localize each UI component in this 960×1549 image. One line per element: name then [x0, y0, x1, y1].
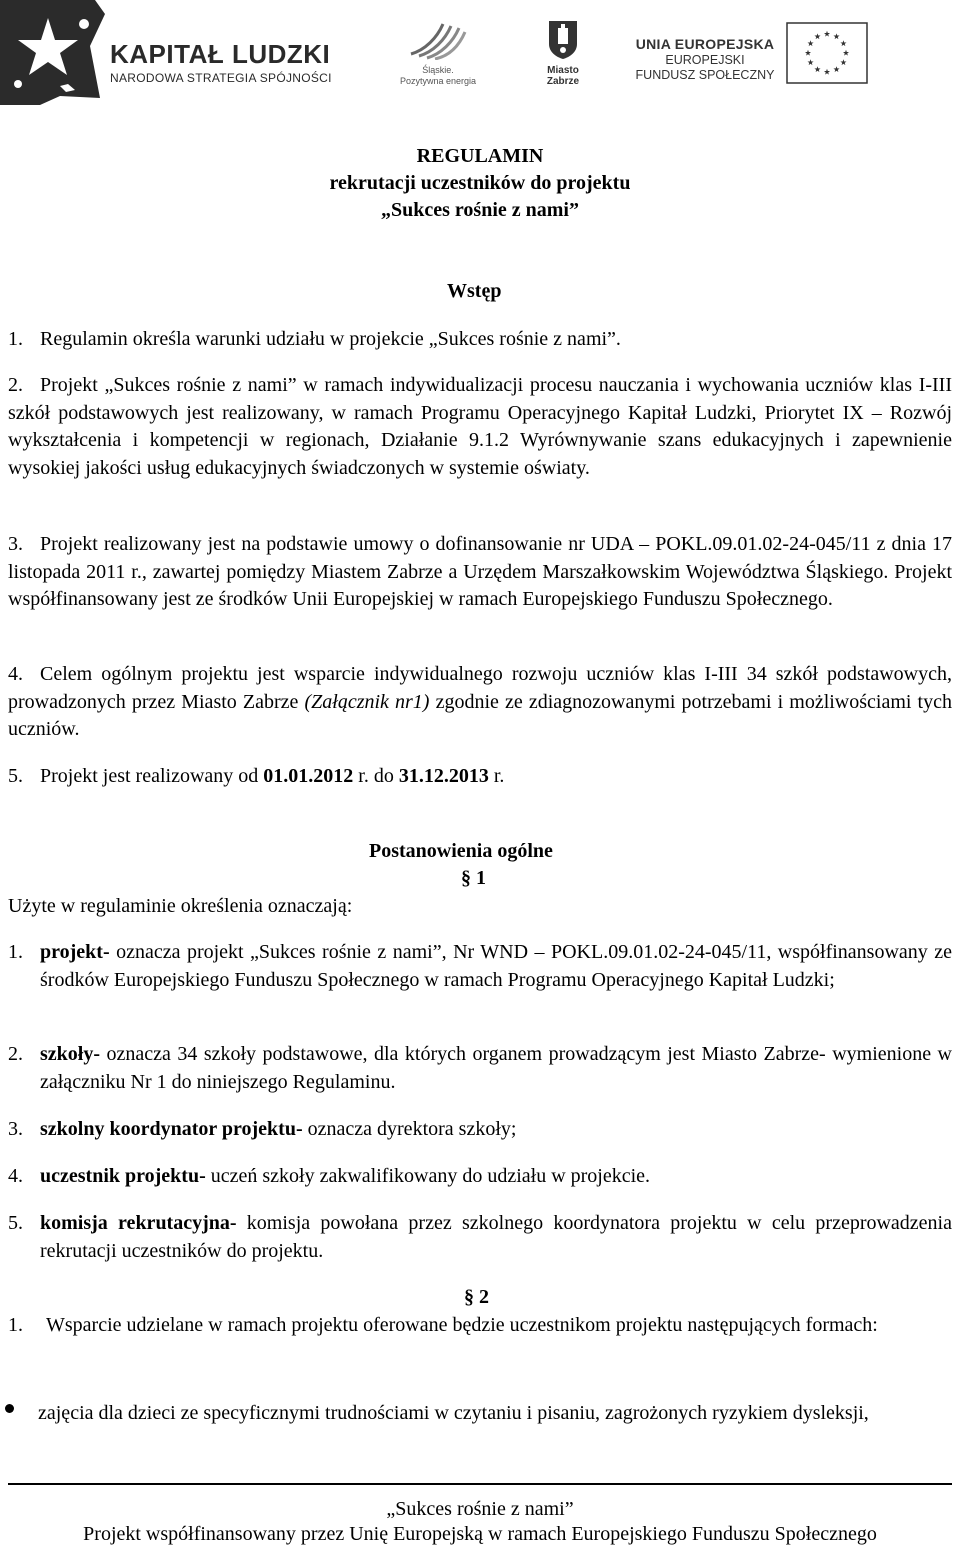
def-1-num: 1.	[8, 941, 23, 963]
intro-p1: Regulamin określa warunki udziału w projekcie „Sukces rośnie z nami”.	[40, 328, 621, 350]
intro-p4-num: 4.	[8, 663, 23, 685]
def-2-term: szkoły-	[40, 1043, 100, 1065]
bullet-item-1-text: zajęcia dla dzieci ze specyficznymi trudnościami w czytaniu i pisaniu, zagrożonych ryzykiem dysleksji,	[38, 1402, 869, 1424]
intro-p2	[8, 372, 952, 482]
def-5-text: komisja powołana przez szkolnego koordynatora projektu w celu przeprowadzenia rekrutacji uczestników do projektu.	[40, 1212, 952, 1262]
s2-item-1-text: Wsparcie udzielane w ramach projektu oferowane będzie uczestnikom projektu następujących formach:	[46, 1314, 878, 1336]
slaskie-waves-icon	[403, 20, 473, 60]
def-4-term: uczestnik projektu-	[40, 1165, 206, 1187]
footer-project-name: „Sukces rośnie z nami”	[386, 1498, 574, 1520]
s2-item-1-num: 1.	[8, 1314, 23, 1336]
attachment-ref: (Załącznik nr1)	[304, 690, 430, 713]
zabrze-caption-2: Zabrze	[546, 76, 580, 87]
intro-p5-text-c: r. do	[353, 765, 399, 787]
intro-p2-num: 2.	[8, 374, 23, 396]
def-4-text: uczeń szkoły zakwalifikowany do udziału w projekcie.	[205, 1165, 651, 1187]
def-3-num: 3.	[8, 1118, 23, 1140]
footer-divider	[8, 1483, 952, 1485]
general-heading: Postanowienia ogólne	[369, 840, 553, 862]
intro-p4-text-a: Celem ogólnym projektu jest wsparcie indywidualnego rozwoju uczniów klas I-III 34 szkół podstawowych, prowadzonych przez Miasto Zabrze	[8, 663, 952, 713]
intro-p5-text-a: Projekt jest realizowany od	[40, 765, 264, 787]
zabrze-crest-icon	[548, 20, 578, 60]
intro-heading: Wstęp	[447, 280, 502, 302]
def-3	[40, 1117, 516, 1141]
doc-title: REGULAMIN	[416, 145, 544, 167]
intro-p3-num: 3.	[8, 533, 23, 555]
def-5-term: komisja rekrutacyjna-	[40, 1212, 237, 1234]
intro-p4	[8, 661, 952, 744]
bullet-item-1	[38, 1394, 952, 1432]
project-name: „Sukces rośnie z nami”	[381, 199, 579, 221]
def-2	[40, 1041, 952, 1096]
kapital-ludzki-subtitle: NARODOWA STRATEGIA SPÓJNOŚCI	[110, 71, 332, 85]
slaskie-logo	[388, 20, 488, 87]
def-4	[40, 1164, 650, 1188]
logo-bar	[0, 0, 960, 105]
definitions-intro: Użyte w regulaminie określenia oznaczają:	[8, 895, 353, 917]
def-1	[40, 939, 952, 994]
intro-p3-text-b: , zawartej pomiędzy Miastem Zabrze a Urzędem Marszałkowskim Województwa Śląskiego. Projekt współfinansowany jest ze środków Unii Europejskiej w ramach Europejskiego Funduszu Społecznego.	[8, 560, 952, 610]
bullet-icon	[5, 1404, 14, 1413]
section-2-mark: § 2	[464, 1286, 489, 1308]
def-5	[40, 1210, 952, 1265]
intro-p1-num: 1.	[8, 328, 23, 350]
def-2-text: oznacza 34 szkoły podstawowe, dla których organem prowadzącym jest Miasto Zabrze- wymienione w załączniku Nr 1 do niniejszego Regulaminu.	[40, 1043, 952, 1093]
intro-p5	[40, 764, 504, 788]
zabrze-logo	[538, 20, 588, 87]
slaskie-caption-2: Pozytywna energia	[399, 76, 477, 86]
ue-line-3: FUNDUSZ SPOŁECZNY	[635, 68, 775, 82]
intro-p4-text-c: zgodnie ze zdiagnozowanymi potrzebami i możliwościami tych uczniów.	[8, 690, 952, 740]
kapital-ludzki-wordmark	[110, 40, 332, 86]
intro-p5-text-e: r.	[488, 765, 505, 787]
def-1-term: projekt-	[40, 941, 110, 963]
intro-p5-num: 5.	[8, 765, 23, 787]
start-date: 01.01.2012	[263, 765, 354, 787]
zabrze-caption-1: Miasto	[547, 65, 579, 76]
intro-p3	[8, 531, 952, 614]
end-date: 31.12.2013	[398, 765, 489, 787]
def-3-text: oznacza dyrektora szkoły;	[302, 1118, 517, 1140]
ue-line-2: EUROPEJSKI	[665, 53, 745, 67]
def-1-text: oznacza projekt „Sukces rośnie z nami”, Nr WND – POKL.09.01.02-24-045/11, współfinansowany ze środków Europejskiego Funduszu Społecznego w ramach Programu Operacyjnego Kapitał Ludzki;	[40, 941, 952, 991]
slaskie-caption-1: Śląskie.	[422, 65, 454, 75]
def-3-term: szkolny koordynator projektu-	[40, 1118, 303, 1140]
intro-p3-text-a: Projekt realizowany jest na podstawie umowy o dofinansowanie nr UDA – POKL.09.01.02-24-045/11 z dnia 17 listopada 2011 r.	[8, 533, 952, 583]
ue-efs-wordmark	[635, 36, 775, 83]
def-4-num: 4.	[8, 1165, 23, 1187]
footer-funding-note: Projekt współfinansowany przez Unię Europejską w ramach Europejskiego Funduszu Społecznego	[83, 1523, 877, 1545]
section-1-mark: § 1	[461, 867, 486, 889]
def-5-num: 5.	[8, 1212, 23, 1234]
intro-p2-text: Projekt „Sukces rośnie z nami” w ramach indywidualizacji procesu nauczania i wychowania uczniów klas I-III szkół podstawowych jest realizowany, w ramach Programu Operacyjnego Kapitał Ludzki, Priorytet IX – Rozwój wykształcenia i kompetencji w regionach, Działanie 9.1.2 Wyrównywanie szans edukacyjnych i zapewnienie wysokiej jakości usług edukacyjnych świadczonych w systemie oświaty.	[8, 374, 952, 479]
kapital-ludzki-title: KAPITAŁ LUDZKI	[110, 39, 331, 69]
s2-item-1	[46, 1312, 952, 1340]
kapital-ludzki-logo-icon	[0, 0, 105, 105]
doc-subtitle: rekrutacji uczestników do projektu	[329, 172, 631, 194]
eu-flag-icon	[786, 22, 868, 84]
def-2-num: 2.	[8, 1043, 23, 1065]
ue-line-1: UNIA EUROPEJSKA	[635, 36, 775, 52]
